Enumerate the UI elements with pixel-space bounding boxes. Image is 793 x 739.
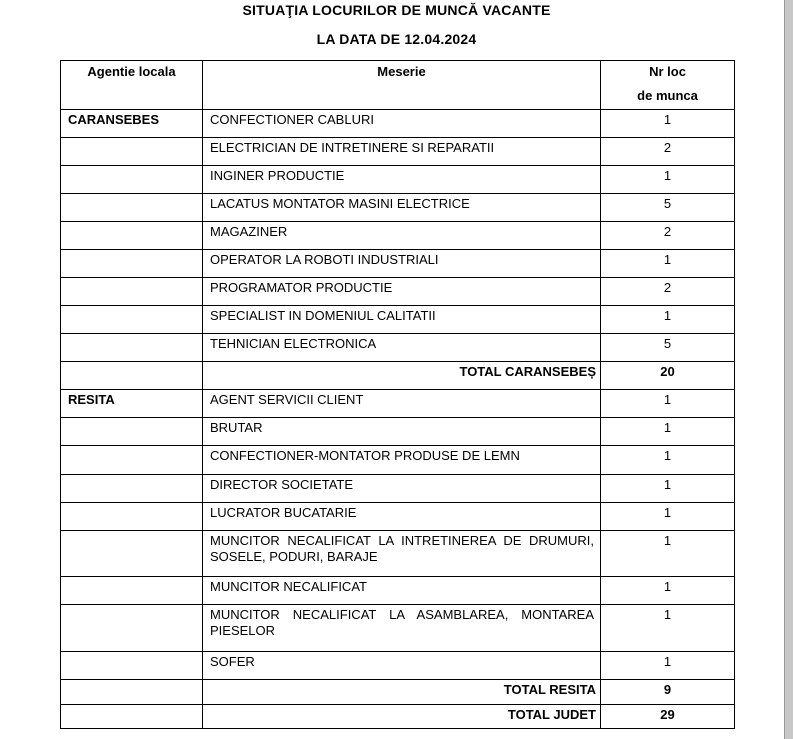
table-row	[61, 166, 735, 194]
table-row	[61, 194, 735, 222]
document-title: SITUAŢIA LOCURILOR DE MUNCĂ VACANTE	[242, 2, 551, 18]
total-row-resita	[61, 680, 735, 705]
table-row	[61, 110, 735, 138]
agency-cell	[61, 278, 203, 306]
agency-cell	[61, 705, 203, 729]
agency-cell	[61, 446, 203, 475]
total-label-resita: TOTAL RESITA	[203, 680, 601, 705]
agency-cell	[61, 166, 203, 194]
occupation-cell: BRUTAR	[203, 418, 601, 446]
occupation-cell: INGINER PRODUCTIE	[203, 166, 601, 194]
table-row	[61, 390, 735, 418]
grand-total-row	[61, 705, 735, 729]
agency-cell	[61, 334, 203, 362]
occupation-cell: LUCRATOR BUCATARIE	[203, 503, 601, 531]
table-body	[61, 110, 735, 729]
occupation-cell: OPERATOR LA ROBOTI INDUSTRIALI	[203, 250, 601, 278]
table-header-row	[61, 61, 735, 110]
table-row	[61, 652, 735, 680]
table-row	[61, 418, 735, 446]
grand-total-value: 29	[601, 705, 735, 729]
count-cell: 1	[601, 306, 735, 334]
table-row	[61, 577, 735, 605]
header-occupation: Meserie	[203, 61, 601, 110]
occupation-cell: DIRECTOR SOCIETATE	[203, 475, 601, 503]
agency-cell	[61, 250, 203, 278]
agency-cell	[61, 680, 203, 705]
occupation-cell: LACATUS MONTATOR MASINI ELECTRICE	[203, 194, 601, 222]
occupation-cell: MUNCITOR NECALIFICAT LA INTRETINEREA DE DRUMURI, SOSELE, PODURI, BARAJE	[203, 531, 601, 577]
document-date: LA DATA DE 12.04.2024	[316, 31, 477, 47]
grand-total-label: TOTAL JUDET	[203, 705, 601, 729]
count-cell: 1	[601, 418, 735, 446]
occupation-cell: SOFER	[203, 652, 601, 680]
occupation-cell: AGENT SERVICII CLIENT	[203, 390, 601, 418]
occupation-cell: TEHNICIAN ELECTRONICA	[203, 334, 601, 362]
agency-cell	[61, 503, 203, 531]
agency-cell: RESITA	[61, 390, 203, 418]
table-row	[61, 278, 735, 306]
agency-cell	[61, 306, 203, 334]
count-cell: 1	[601, 531, 735, 577]
header-count	[601, 61, 735, 110]
table-row	[61, 306, 735, 334]
count-cell: 1	[601, 250, 735, 278]
table-row	[61, 475, 735, 503]
occupation-cell: SPECIALIST IN DOMENIUL CALITATII	[203, 306, 601, 334]
count-cell: 2	[601, 222, 735, 250]
agency-cell	[61, 362, 203, 390]
count-cell: 5	[601, 334, 735, 362]
header-agency: Agentie locala	[61, 61, 203, 110]
count-cell: 2	[601, 138, 735, 166]
total-value-caransebes: 20	[601, 362, 735, 390]
agency-cell	[61, 475, 203, 503]
occupation-cell: MUNCITOR NECALIFICAT	[203, 577, 601, 605]
agency-cell	[61, 138, 203, 166]
agency-cell: CARANSEBES	[61, 110, 203, 138]
agency-cell	[61, 531, 203, 577]
window-edge	[785, 0, 793, 739]
agency-cell	[61, 418, 203, 446]
occupation-cell: CONFECTIONER-MONTATOR PRODUSE DE LEMN	[203, 446, 601, 475]
table-row	[61, 446, 735, 475]
table-row	[61, 531, 735, 577]
total-value-resita: 9	[601, 680, 735, 705]
count-cell: 1	[601, 446, 735, 475]
table-row	[61, 605, 735, 652]
vacancies-table	[60, 60, 735, 729]
occupation-cell: MUNCITOR NECALIFICAT LA ASAMBLAREA, MONTAREA PIESELOR	[203, 605, 601, 652]
table-row	[61, 138, 735, 166]
header-count-line1: Nr loc	[649, 64, 686, 79]
count-cell: 1	[601, 166, 735, 194]
count-cell: 1	[601, 503, 735, 531]
table-row	[61, 250, 735, 278]
header-count-line2: de munca	[637, 88, 698, 103]
count-cell: 1	[601, 475, 735, 503]
occupation-cell: ELECTRICIAN DE INTRETINERE SI REPARATII	[203, 138, 601, 166]
agency-cell	[61, 577, 203, 605]
count-cell: 1	[601, 652, 735, 680]
total-label-caransebes: TOTAL CARANSEBEȘ	[203, 362, 601, 390]
count-cell: 1	[601, 577, 735, 605]
occupation-cell: PROGRAMATOR PRODUCTIE	[203, 278, 601, 306]
agency-cell	[61, 652, 203, 680]
agency-cell	[61, 222, 203, 250]
count-cell: 1	[601, 390, 735, 418]
occupation-cell: MAGAZINER	[203, 222, 601, 250]
table-row	[61, 503, 735, 531]
occupation-cell: CONFECTIONER CABLURI	[203, 110, 601, 138]
count-cell: 1	[601, 605, 735, 652]
count-cell: 5	[601, 194, 735, 222]
total-row-caransebes	[61, 362, 735, 390]
agency-cell	[61, 194, 203, 222]
table-row	[61, 334, 735, 362]
agency-cell	[61, 605, 203, 652]
count-cell: 1	[601, 110, 735, 138]
count-cell: 2	[601, 278, 735, 306]
table-row	[61, 222, 735, 250]
